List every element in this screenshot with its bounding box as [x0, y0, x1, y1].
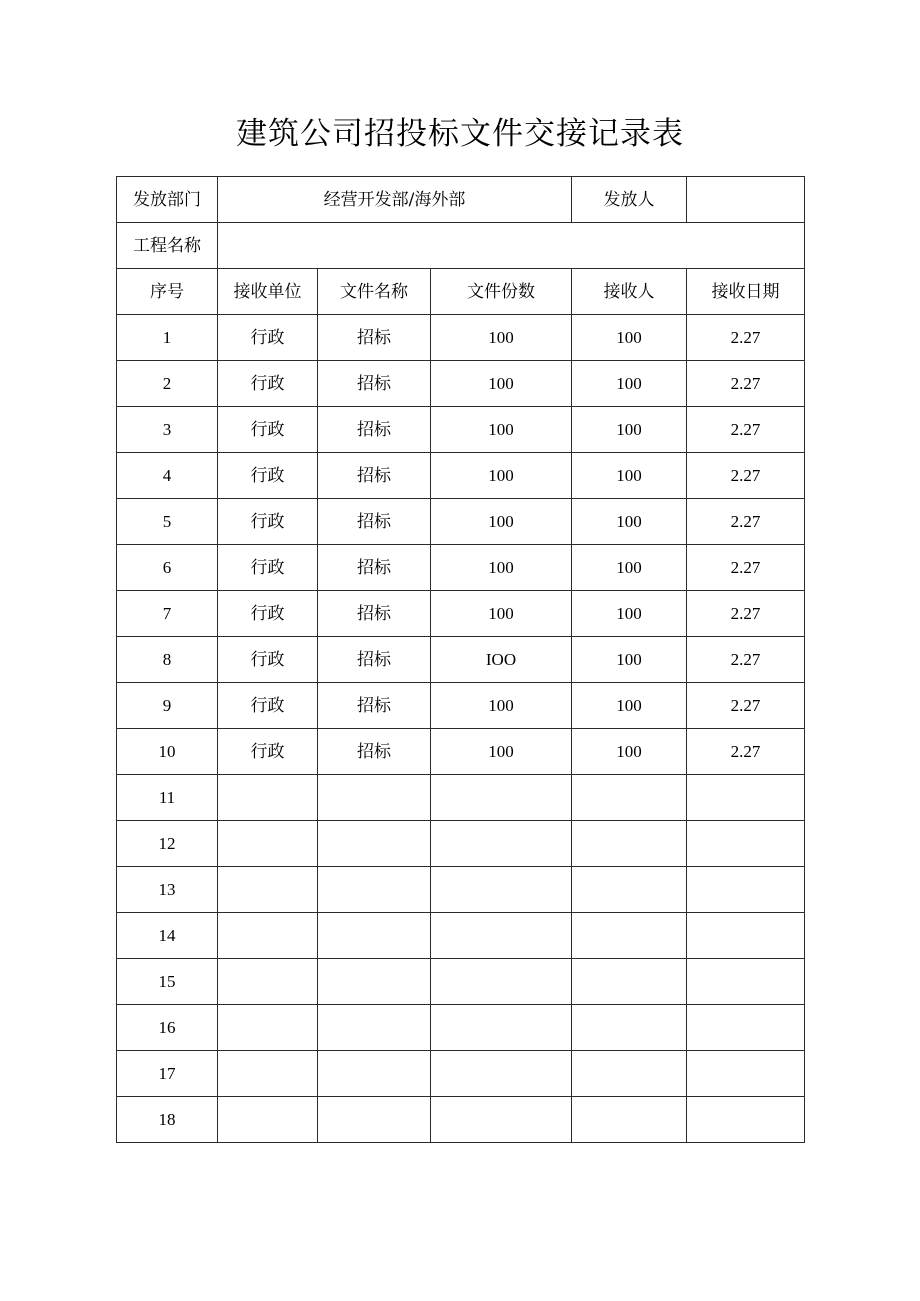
receiver-cell: 100 [572, 315, 687, 361]
copies-cell: 100 [431, 545, 572, 591]
issuer-value-field [687, 177, 805, 223]
receiver-cell: 100 [572, 591, 687, 637]
receiver-cell [572, 821, 687, 867]
file-name-cell [318, 1097, 431, 1143]
receiving-unit-cell: 行政 [218, 499, 318, 545]
receiving-unit-cell [218, 1051, 318, 1097]
row-index-cell: 3 [117, 407, 218, 453]
row-index-cell: 12 [117, 821, 218, 867]
receiving-unit-cell: 行政 [218, 591, 318, 637]
receive-date-cell: 2.27 [687, 315, 805, 361]
receiving-unit-cell [218, 1097, 318, 1143]
row-index-cell: 1 [117, 315, 218, 361]
table-row [117, 637, 805, 683]
file-name-cell: 招标 [318, 545, 431, 591]
receive-date-cell: 2.27 [687, 683, 805, 729]
receiver-cell: 100 [572, 637, 687, 683]
receive-date-cell [687, 1005, 805, 1051]
copies-cell: 100 [431, 729, 572, 775]
row-index-cell: 2 [117, 361, 218, 407]
receive-date-cell: 2.27 [687, 591, 805, 637]
table-row [117, 1097, 805, 1143]
copies-cell [431, 913, 572, 959]
file-name-cell [318, 775, 431, 821]
copies-cell: IOO [431, 637, 572, 683]
file-name-cell [318, 1051, 431, 1097]
receiver-cell [572, 1005, 687, 1051]
receiving-unit-cell [218, 775, 318, 821]
receiving-unit-cell: 行政 [218, 407, 318, 453]
copies-cell: 100 [431, 453, 572, 499]
receiver-cell: 100 [572, 545, 687, 591]
copies-cell: 100 [431, 499, 572, 545]
copies-cell [431, 1051, 572, 1097]
row-index-cell: 6 [117, 545, 218, 591]
header-row-dept [117, 177, 805, 223]
row-index-cell: 8 [117, 637, 218, 683]
row-index-cell: 5 [117, 499, 218, 545]
copies-cell: 100 [431, 683, 572, 729]
copies-cell: 100 [431, 315, 572, 361]
column-header-receiving-unit: 接收单位 [218, 269, 318, 315]
receive-date-cell [687, 959, 805, 1005]
column-header-receive-date: 接收日期 [687, 269, 805, 315]
receive-date-cell [687, 867, 805, 913]
file-name-cell: 招标 [318, 315, 431, 361]
header-row-project [117, 223, 805, 269]
receiving-unit-cell: 行政 [218, 545, 318, 591]
table-row [117, 1051, 805, 1097]
receiving-unit-cell [218, 1005, 318, 1051]
copies-cell: 100 [431, 591, 572, 637]
row-index-cell: 4 [117, 453, 218, 499]
receiver-cell: 100 [572, 453, 687, 499]
receiver-cell [572, 1097, 687, 1143]
table-row [117, 1005, 805, 1051]
copies-cell: 100 [431, 361, 572, 407]
copies-cell [431, 1005, 572, 1051]
column-header-copies: 文件份数 [431, 269, 572, 315]
row-index-cell: 17 [117, 1051, 218, 1097]
file-name-cell: 招标 [318, 453, 431, 499]
receiver-cell: 100 [572, 683, 687, 729]
receive-date-cell: 2.27 [687, 361, 805, 407]
row-index-cell: 11 [117, 775, 218, 821]
receiver-cell: 100 [572, 361, 687, 407]
handover-record-table [116, 176, 805, 1143]
table-row [117, 499, 805, 545]
file-name-cell: 招标 [318, 361, 431, 407]
receiving-unit-cell [218, 913, 318, 959]
table-row [117, 729, 805, 775]
copies-cell [431, 1097, 572, 1143]
table-row [117, 361, 805, 407]
receiver-cell [572, 913, 687, 959]
receive-date-cell: 2.27 [687, 407, 805, 453]
receiver-cell: 100 [572, 407, 687, 453]
receiver-cell [572, 867, 687, 913]
file-name-cell [318, 1005, 431, 1051]
column-header-receiver: 接收人 [572, 269, 687, 315]
issuer-label: 发放人 [572, 177, 687, 223]
receiver-cell [572, 775, 687, 821]
receiving-unit-cell: 行政 [218, 729, 318, 775]
project-value-field [218, 223, 805, 269]
column-header-index: 序号 [117, 269, 218, 315]
receive-date-cell [687, 913, 805, 959]
file-name-cell: 招标 [318, 499, 431, 545]
file-name-cell: 招标 [318, 591, 431, 637]
receive-date-cell: 2.27 [687, 453, 805, 499]
receiver-cell: 100 [572, 729, 687, 775]
table-row [117, 407, 805, 453]
file-name-cell: 招标 [318, 407, 431, 453]
file-name-cell [318, 821, 431, 867]
receiving-unit-cell: 行政 [218, 361, 318, 407]
row-index-cell: 18 [117, 1097, 218, 1143]
receiver-cell [572, 959, 687, 1005]
receive-date-cell: 2.27 [687, 545, 805, 591]
table-row [117, 959, 805, 1005]
row-index-cell: 16 [117, 1005, 218, 1051]
file-name-cell [318, 913, 431, 959]
copies-cell [431, 821, 572, 867]
file-name-cell: 招标 [318, 637, 431, 683]
receiving-unit-cell [218, 959, 318, 1005]
receiving-unit-cell: 行政 [218, 683, 318, 729]
document-title: 建筑公司招投标文件交接记录表 [236, 116, 684, 152]
row-index-cell: 7 [117, 591, 218, 637]
file-name-cell: 招标 [318, 729, 431, 775]
row-index-cell: 10 [117, 729, 218, 775]
receiving-unit-cell: 行政 [218, 453, 318, 499]
table-row [117, 591, 805, 637]
receiving-unit-cell: 行政 [218, 637, 318, 683]
copies-cell [431, 867, 572, 913]
table-row [117, 775, 805, 821]
receive-date-cell [687, 821, 805, 867]
copies-cell [431, 775, 572, 821]
project-label: 工程名称 [117, 223, 218, 269]
receive-date-cell: 2.27 [687, 499, 805, 545]
receiver-cell: 100 [572, 499, 687, 545]
dept-value-field: 经营开发部/海外部 [218, 177, 572, 223]
file-name-cell: 招标 [318, 683, 431, 729]
table-row [117, 453, 805, 499]
copies-cell: 100 [431, 407, 572, 453]
column-header-row [117, 269, 805, 315]
row-index-cell: 13 [117, 867, 218, 913]
table-row [117, 545, 805, 591]
table-row [117, 867, 805, 913]
row-index-cell: 15 [117, 959, 218, 1005]
row-index-cell: 9 [117, 683, 218, 729]
dept-label: 发放部门 [117, 177, 218, 223]
table-row [117, 315, 805, 361]
table-row [117, 913, 805, 959]
receive-date-cell [687, 775, 805, 821]
file-name-cell [318, 867, 431, 913]
table-row [117, 683, 805, 729]
receive-date-cell: 2.27 [687, 637, 805, 683]
file-name-cell [318, 959, 431, 1005]
row-index-cell: 14 [117, 913, 218, 959]
receive-date-cell [687, 1051, 805, 1097]
table-row [117, 821, 805, 867]
receiving-unit-cell: 行政 [218, 315, 318, 361]
receive-date-cell [687, 1097, 805, 1143]
receiver-cell [572, 1051, 687, 1097]
copies-cell [431, 959, 572, 1005]
receive-date-cell: 2.27 [687, 729, 805, 775]
receiving-unit-cell [218, 821, 318, 867]
column-header-file-name: 文件名称 [318, 269, 431, 315]
receiving-unit-cell [218, 867, 318, 913]
